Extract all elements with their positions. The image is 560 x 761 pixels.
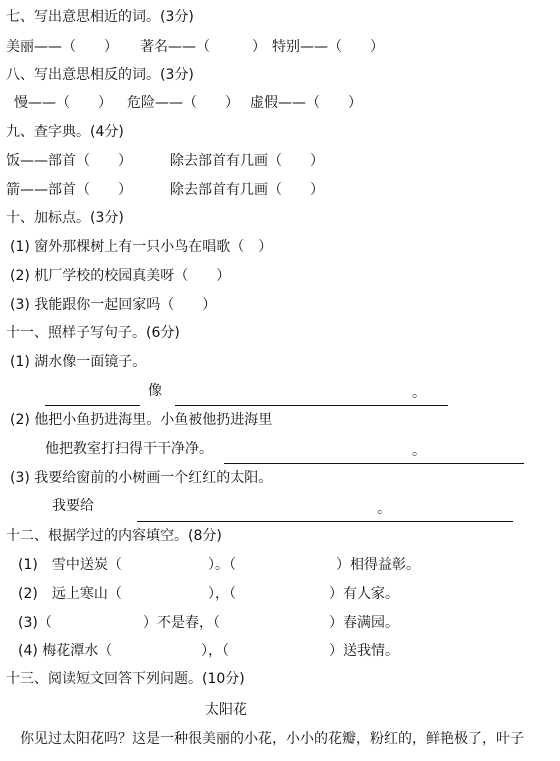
punctuation-item-2: (2) 机厂学校的校园真美呀（ ）: [10, 268, 231, 284]
synonym-item-3: 特别——（ ）: [272, 39, 384, 55]
fill-row-2-c: ）有人家。: [329, 586, 399, 602]
sentence-q3-prompt: (3) 我要给窗前的小树画一个红红的太阳。: [10, 470, 273, 486]
section-7-title: 七、写出意思相近的词。(3分): [6, 9, 194, 25]
sentence-q3-blank: [137, 521, 513, 522]
fill-row-1-a: (1) 雪中送炭（: [18, 557, 122, 573]
sentence-q2-example: 他把教室打扫得干干净净。: [45, 441, 213, 457]
antonym-item-3: 虚假——（ ）: [250, 95, 362, 111]
sentence-q1-prompt: (1) 湖水像一面镜子。: [10, 354, 147, 370]
passage-title: 太阳花: [205, 702, 247, 718]
fill-row-2-a: (2) 远上寒山（: [18, 586, 122, 602]
section-11-title: 十一、照样子写句子。(6分): [6, 325, 180, 341]
synonym-item-2: 著名——（ ）: [140, 39, 266, 55]
sentence-q2-end: 。: [412, 443, 426, 459]
dictionary-row-2-left: 箭——部首（ ）: [6, 182, 132, 198]
fill-row-1-b: ）。（: [208, 557, 236, 573]
sentence-q1-blank-before: [45, 405, 140, 406]
sentence-q3-end: 。: [377, 501, 391, 517]
sentence-q3-start: 我要给: [52, 498, 94, 514]
fill-row-4-b: ），（: [201, 643, 229, 659]
section-8-title: 八、写出意思相反的词。(3分): [6, 67, 194, 83]
sentence-q1-word: 像: [148, 383, 162, 399]
fill-row-4-a: (4) 梅花潭水（: [18, 643, 113, 659]
sentence-q1-blank-after: [175, 405, 448, 406]
fill-row-4-c: ）送我情。: [329, 643, 399, 659]
sentence-q2-prompt: (2) 他把小鱼扔进海里。小鱼被他扔进海里: [10, 412, 273, 428]
passage-line: 你见过太阳花吗？这是一种很美丽的小花，小小的花瓣，粉红的，鲜艳极了，叶子: [20, 731, 524, 747]
sentence-q1-end: 。: [412, 385, 426, 401]
section-13-title: 十三、阅读短文回答下列问题。(10分): [6, 671, 245, 687]
punctuation-item-3: (3) 我能跟你一起回家吗（ ）: [10, 297, 217, 313]
dictionary-row-1-left: 饭——部首（ ）: [6, 153, 132, 169]
section-9-title: 九、查字典。(4分): [6, 124, 124, 140]
dictionary-row-1-right: 除去部首有几画（ ）: [170, 153, 324, 169]
fill-row-2-b: ），（: [208, 586, 236, 602]
dictionary-row-2-right: 除去部首有几画（ ）: [170, 182, 324, 198]
fill-row-1-c: ）相得益彰。: [336, 557, 420, 573]
section-10-title: 十、加标点。(3分): [6, 210, 124, 226]
antonym-item-1: 慢——（ ）: [14, 95, 112, 111]
punctuation-item-1: (1) 窗外那棵树上有一只小鸟在唱歌（ ）: [10, 239, 273, 255]
synonym-item-1: 美丽——（ ）: [6, 39, 118, 55]
fill-row-3-b: ）不是春，（: [143, 615, 220, 631]
fill-row-3-c: ）春满园。: [329, 615, 399, 631]
sentence-q2-blank: [224, 463, 524, 464]
fill-row-3-a: (3)（: [18, 615, 52, 631]
antonym-item-2: 危险——（ ）: [127, 95, 239, 111]
section-12-title: 十二、根据学过的内容填空。(8分): [6, 528, 222, 544]
